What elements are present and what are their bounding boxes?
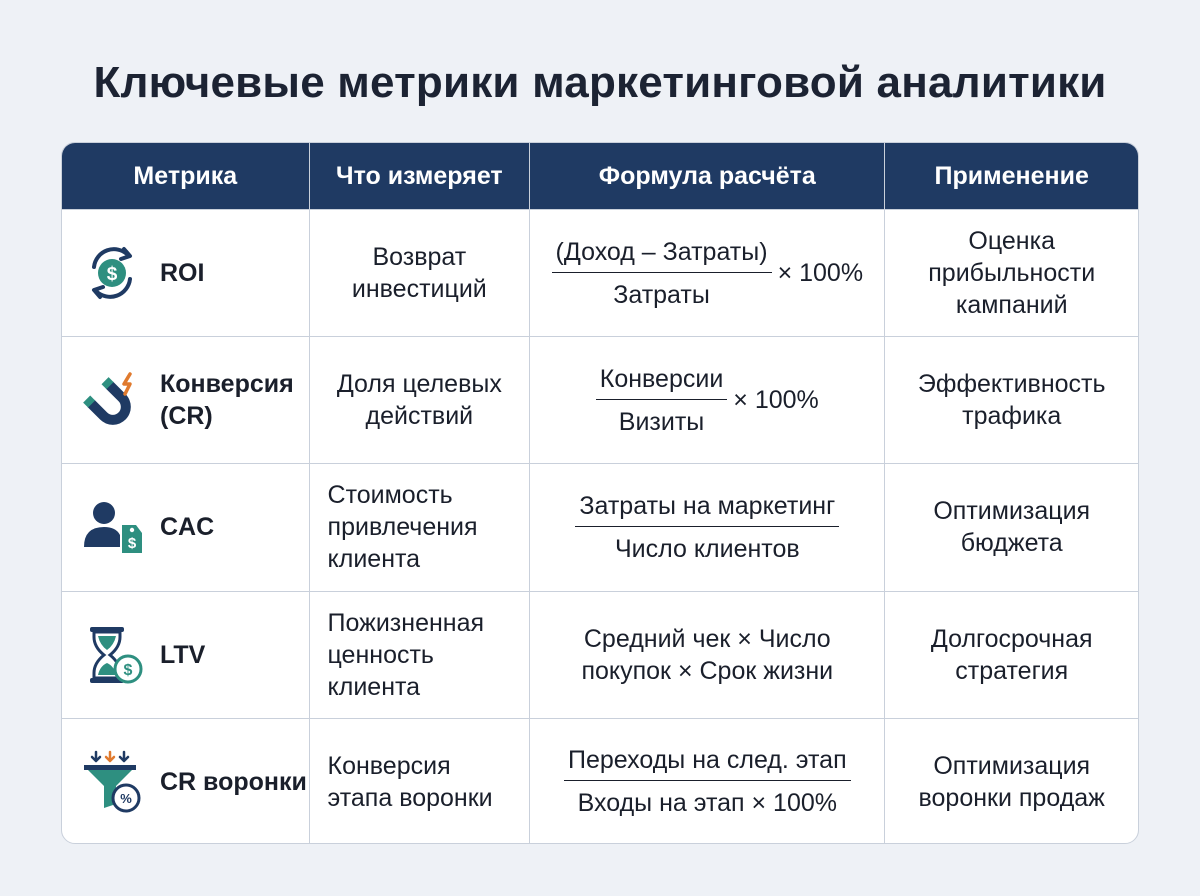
usage-cell: Оптимизация бюджета [933,497,1091,558]
usage-cell: Оптимизация воронки продаж [918,751,1105,812]
page-title: Ключевые метрики маркетинговой аналитики [93,58,1107,107]
metrics-table [61,142,1139,844]
formula-fraction [596,363,728,438]
formula-cell: Средний чек × Число покупок × Срок жизни [530,592,885,718]
measures-cell: Конверсия этапа воронки [310,719,531,844]
formula-cell [530,464,885,590]
svg-text:$: $ [106,264,118,286]
metric-name: CR воронки [160,767,307,796]
formula-cell [530,337,885,463]
svg-text:$: $ [127,535,137,553]
formula-numerator: Затраты на маркетинг [575,490,839,527]
measures-cell: Пожизненная ценность клиента [310,592,531,718]
formula-fraction [552,236,772,311]
formula-fraction [564,744,851,819]
table-row [62,209,1138,336]
measures-cell: Доля целевых действий [310,337,531,463]
metric-name: Конверсия (CR) [160,370,294,431]
formula-cell [530,719,885,844]
metric-name: ROI [160,259,205,288]
metric-name: LTV [160,640,206,669]
formula-denominator: Число клиентов [614,534,800,563]
usage-cell: Оценка прибыльности кампаний [928,227,1096,320]
metric-cell [62,592,310,718]
formula-cell [530,210,885,336]
header-formula: Формула расчёта [530,143,885,209]
table-header [62,143,1138,209]
magnet-icon [78,366,146,434]
metric-cell [62,210,310,336]
header-measures: Что измеряет [310,143,531,209]
formula-multiplier: × 100% [733,386,819,415]
hourglass-coin-icon [78,621,146,689]
usage-cell: Долгосрочная стратегия [930,624,1093,685]
table-row [62,336,1138,463]
header-usage: Применение [934,161,1089,190]
roi-dollar-cycle-icon [78,239,146,307]
metric-name: CAC [160,513,215,542]
formula-fraction [575,490,839,565]
header-metric: Метрика [62,143,310,209]
customer-price-tag-icon [78,493,146,561]
funnel-percent-icon [78,748,146,816]
measures-cell: Возврат инвестиций [310,210,531,336]
table-row [62,463,1138,590]
metric-cell [62,719,310,844]
formula-multiplier: × 100% [777,259,864,288]
formula-denominator: Входы на этап × 100% [577,789,837,818]
usage-cell: Эффективность трафика [917,370,1106,431]
formula-numerator: Конверсии [596,363,728,400]
formula-denominator: Затраты [613,280,710,309]
table-row [62,591,1138,718]
metric-cell [62,464,310,590]
measures-cell: Стоимость привлечения клиента [310,464,531,590]
svg-text:%: % [120,790,132,806]
formula-numerator: (Доход – Затраты) [552,236,772,273]
svg-text:$: $ [123,661,133,679]
metric-cell [62,337,310,463]
table-row [62,718,1138,844]
formula-numerator: Переходы на след. этап [564,744,851,781]
formula-denominator: Визиты [618,407,705,436]
